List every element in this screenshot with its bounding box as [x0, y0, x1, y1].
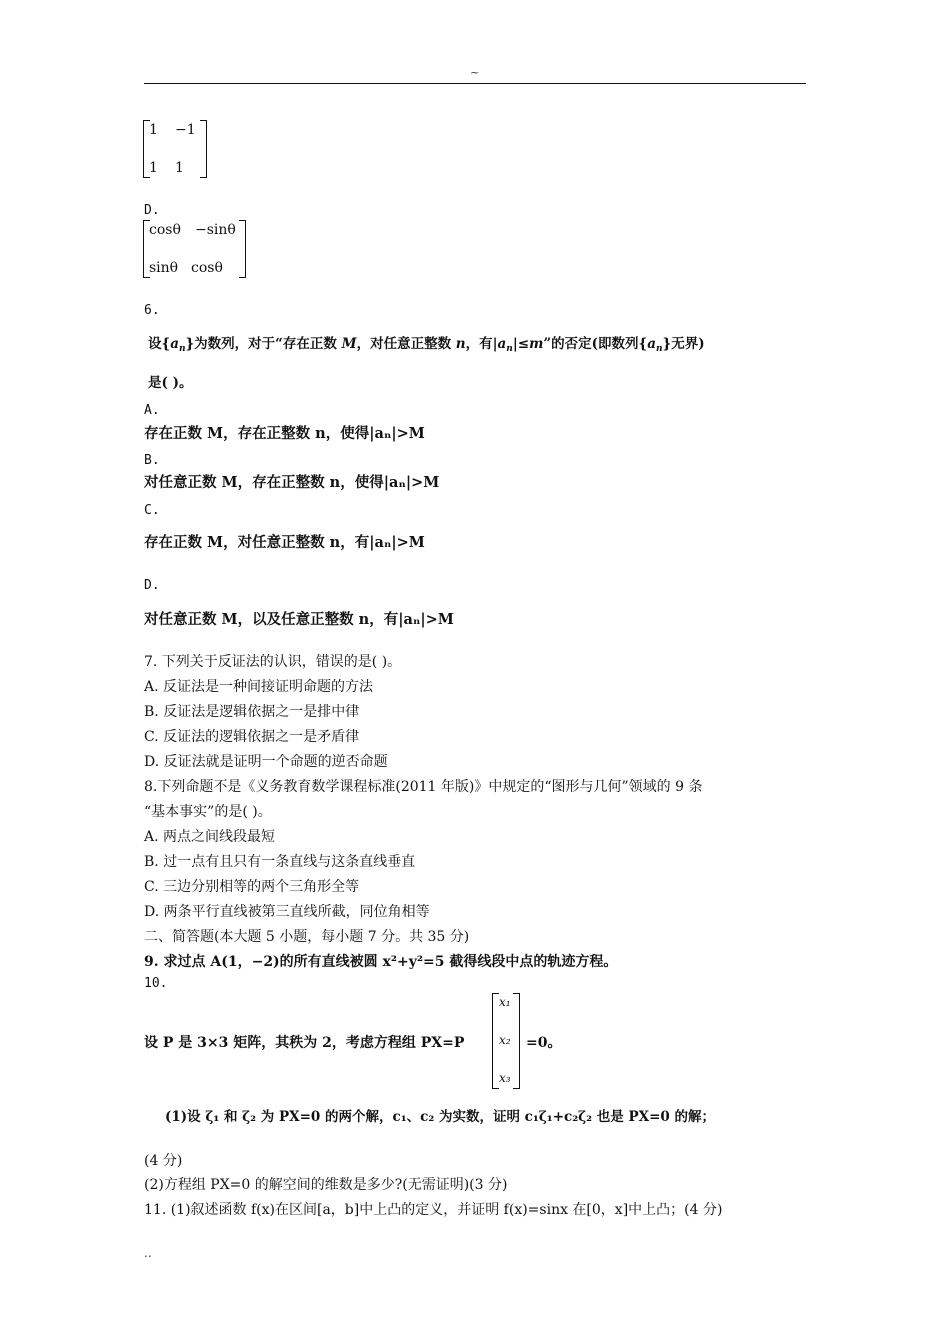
- sub-question: (1)设 ζ₁ 和 ζ₂ 为 PX=0 的两个解，c₁、c₂ 为实数，证明 c₁ζ₁+c₂ζ₂ 也是 PX=0 的解；: [165, 1109, 716, 1125]
- footer-mark: ..: [144, 1246, 152, 1260]
- vector-entry: x₁: [499, 995, 511, 1009]
- matrix-cell: 1: [149, 122, 158, 138]
- stem-text: |≤: [512, 336, 530, 352]
- vector-entry: x₂: [499, 1033, 511, 1047]
- math-var: M: [341, 336, 357, 352]
- option-text: 对任意正数 M，存在正整数 n，使得|aₙ|>M: [144, 474, 440, 491]
- section-title: 二、简答题(本大题 5 小题，每小题 7 分。共 35 分): [144, 929, 470, 945]
- score-note: (4 分): [144, 1153, 183, 1169]
- stem-text: ，有|: [465, 336, 498, 352]
- option-label: C.: [144, 503, 160, 518]
- question-stem: 8.下列命题不是《义务教育数学课程标准(2011 年版)》中规定的“图形与几何”领域的 9 条: [144, 779, 703, 795]
- matrix-cell: −1: [175, 122, 196, 138]
- option-text: B. 反证法是逻辑依据之一是排中律: [144, 704, 360, 720]
- option-label: D.: [144, 578, 160, 593]
- question-stem-line2: 是( )。: [148, 375, 193, 391]
- matrix-right-bracket: [200, 120, 207, 178]
- matrix-cell: 1: [149, 160, 158, 176]
- option-text: B. 过一点有且只有一条直线与这条直线垂直: [144, 854, 416, 870]
- option-label: B.: [144, 453, 160, 468]
- question-stem: 设 P 是 3×3 矩阵，其秩为 2，考虑方程组 PX=P: [144, 1035, 465, 1051]
- question-stem-end: =0。: [526, 1035, 562, 1051]
- matrix-cell: 1: [175, 160, 184, 176]
- vector-left-bracket: [492, 993, 499, 1089]
- option-text: D. 两条平行直线被第三直线所截，同位角相等: [144, 904, 430, 920]
- question-number: 6.: [144, 303, 160, 318]
- math-var: a: [170, 336, 179, 352]
- option-text: C. 三边分别相等的两个三角形全等: [144, 879, 360, 895]
- header-mark: ~: [470, 66, 480, 79]
- question-stem: 9. 求过点 A(1，−2)的所有直线被圆 x²+y²=5 截得线段中点的轨迹方程。: [144, 954, 618, 970]
- matrix-right-bracket: [239, 220, 246, 278]
- option-text: A. 两点之间线段最短: [144, 829, 276, 845]
- math-var: m: [529, 336, 544, 352]
- vector-right-bracket: [513, 993, 520, 1089]
- question-stem: 7. 下列关于反证法的认识，错误的是( )。: [144, 654, 402, 670]
- stem-text: ，对任意正整数: [356, 336, 456, 352]
- matrix-cell: sinθ: [149, 260, 179, 276]
- matrix-cell: cosθ: [191, 260, 223, 276]
- column-vector-x: [492, 993, 520, 1089]
- option-label: D.: [144, 203, 160, 218]
- option-text: A. 反证法是一种间接证明命题的方法: [144, 679, 374, 695]
- option-text: 存在正数 M，对任意正整数 n，有|aₙ|>M: [144, 534, 425, 551]
- question-stem-line2: “基本事实”的是( )。: [144, 804, 272, 820]
- matrix-cell: −sinθ: [195, 222, 236, 238]
- math-var: n: [455, 336, 466, 352]
- stem-text: ”的否定(即数列{: [543, 336, 648, 352]
- option-label: A.: [144, 403, 160, 418]
- option-text: D. 反证法就是证明一个命题的逆否命题: [144, 754, 388, 770]
- matrix-option-d: [143, 220, 246, 278]
- header-rule: [144, 83, 806, 84]
- question-number: 10.: [144, 976, 168, 991]
- stem-text: 设{: [148, 336, 171, 352]
- matrix-option-c: [143, 120, 207, 178]
- question-stem: 11. (1)叙述函数 f(x)在区间[a，b]中上凸的定义，并证明 f(x)=sinx 在[0，x]中上凸；(4 分): [144, 1202, 723, 1218]
- matrix-cell: cosθ: [149, 222, 181, 238]
- vector-entry: x₃: [499, 1071, 511, 1085]
- option-text: 对任意正数 M，以及任意正整数 n，有|aₙ|>M: [144, 611, 454, 628]
- sub-question: (2)方程组 PX=0 的解空间的维数是多少?(无需证明)(3 分): [144, 1177, 508, 1193]
- option-text: 存在正数 M，存在正整数 n，使得|aₙ|>M: [144, 425, 425, 442]
- stem-text: }无界): [662, 336, 705, 352]
- question-stem: 设$\{a_n\}$为数列，对于“存在正数 M，对任意正整数 n，有$|a_n|\le m$”的否定(即数列$\{a_n\}$无界): [148, 336, 705, 354]
- option-text: C. 反证法的逻辑依据之一是矛盾律: [144, 729, 360, 745]
- stem-text: }为数列，对于“存在正数: [185, 336, 342, 352]
